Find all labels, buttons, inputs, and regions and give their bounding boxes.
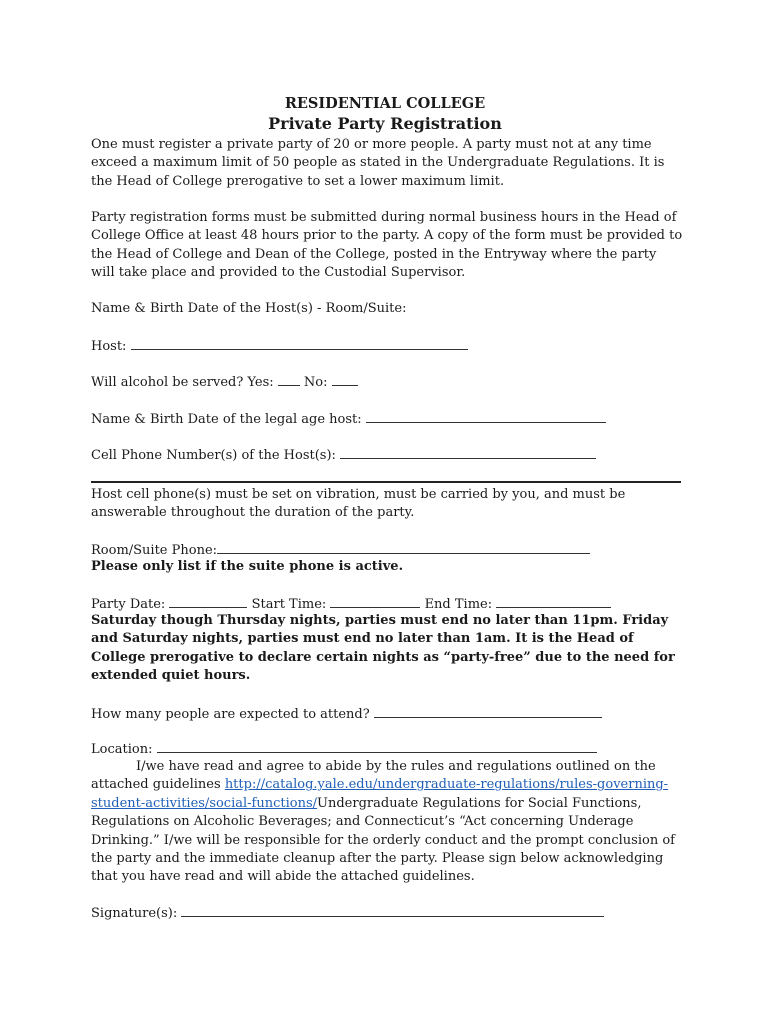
alcohol-row	[91, 372, 683, 392]
attendance-row	[91, 704, 683, 724]
intro-paragraph-1: One must register a private party of 20 or more people. A party must not at any time exceed a maximum limit of 50 people as stated in the Undergraduate Regulations. It is the Head of College prerogative to set a lower maximum limit.	[91, 137, 665, 189]
attendance-label: How many people are expected to attend?	[91, 707, 370, 722]
cell-phone-note: Host cell phone(s) must be set on vibration, must be carried by you, and must be answerable throughout the duration of the party.	[91, 487, 626, 521]
cell-phone-field[interactable]	[340, 445, 596, 459]
agreement-text-end: Undergraduate Regulations for Social Functions, Regulations on Alcoholic Beverages; and Connecticut’s “Act concerning Underage Drinking.” I/we will be responsible for the orderly conduct and the prompt conclusion of the party and the immediate cleanup after the party. Please sign below acknowledging that you have read and will abide the attached guidelines.	[91, 795, 675, 885]
room-phone-note: Please only list if the suite phone is active.	[91, 559, 404, 574]
alcohol-no-field[interactable]	[332, 372, 358, 386]
document-title: RESIDENTIAL COLLEGE	[284, 95, 486, 112]
alcohol-no-label: No:	[303, 375, 328, 390]
location-label: Location:	[91, 742, 153, 757]
party-time-rules: Saturday though Thursday nights, parties must end no later than 11pm. Friday and Saturday nights, parties must end no later than 1am. It is the Head of College prerogative to declare certain nights as “party-free” due to the need for extended quiet hours.	[91, 613, 675, 684]
regulations-link[interactable]: http://catalog.yale.edu/undergraduate-regulations/rules-governing-student-activities/social-functions/	[91, 777, 669, 811]
legal-host-label: Name & Birth Date of the legal age host:	[91, 412, 362, 427]
signature-row	[91, 903, 683, 923]
end-time-field[interactable]	[496, 594, 611, 608]
start-time-field[interactable]	[330, 594, 420, 608]
room-phone-label: Room/Suite Phone:	[91, 543, 218, 558]
room-phone-field[interactable]	[217, 540, 590, 554]
host-names-label: Name & Birth Date of the Host(s) - Room/Suite:	[91, 301, 407, 316]
host-row	[91, 336, 683, 356]
alcohol-yes-label: Will alcohol be served? Yes:	[91, 375, 274, 390]
intro-paragraph-2: Party registration forms must be submitted during normal business hours in the Head of College Office at least 48 hours prior to the party. A copy of the form must be provided to the Head of College and Dean of the College, posted in the Entryway where the party will take place and provided to the Custodial Supervisor.	[91, 210, 683, 281]
signature-field[interactable]	[181, 903, 604, 917]
party-date-label: Party Date:	[91, 597, 166, 612]
agreement-paragraph	[91, 758, 683, 887]
cell-phone-row	[91, 445, 683, 465]
attendance-field[interactable]	[374, 704, 602, 718]
location-row	[91, 739, 683, 759]
party-date-field[interactable]	[169, 594, 247, 608]
cell-phone-label: Cell Phone Number(s) of the Host(s):	[91, 448, 336, 463]
legal-host-row	[91, 409, 683, 429]
host-field[interactable]	[131, 336, 468, 350]
start-time-label: Start Time:	[251, 597, 327, 612]
location-field[interactable]	[157, 739, 597, 753]
document-subtitle: Private Party Registration	[268, 114, 502, 133]
signature-label: Signature(s):	[91, 906, 178, 921]
legal-host-field[interactable]	[366, 409, 606, 423]
agreement-text-start: I/we have read and agree to abide by the rules and regulations outlined on the attached guidelines	[91, 759, 656, 793]
host-label: Host:	[91, 339, 127, 354]
section-divider	[91, 481, 681, 483]
alcohol-yes-field[interactable]	[278, 372, 300, 386]
end-time-label: End Time:	[424, 597, 493, 612]
